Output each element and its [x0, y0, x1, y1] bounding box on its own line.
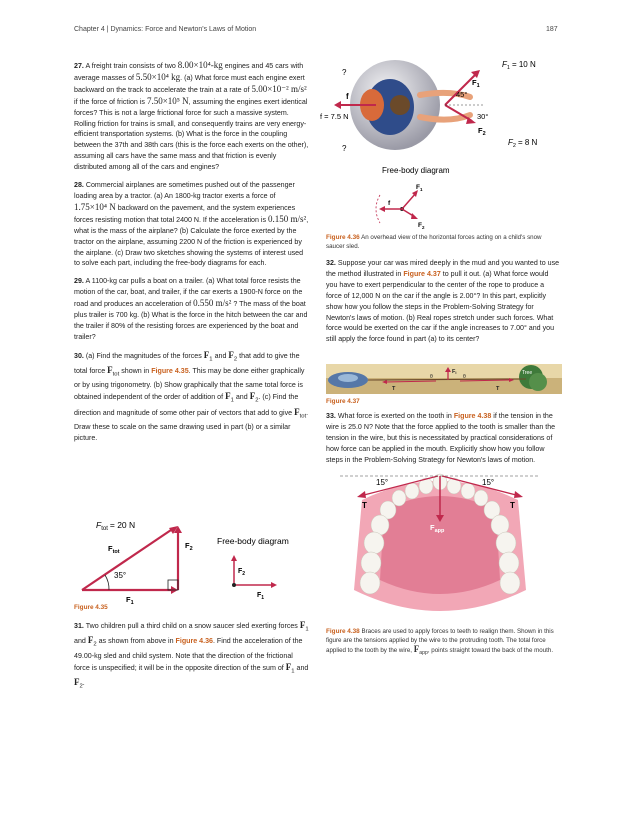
problem-33: 33. What force is exerted on the tooth in Figure 4.38 if the tension in the wire is 25.0 N? Note that the force applied to the tooth is smaller than the tension in the wire, but this is necessitated by practical considerations of how force can be applied in the mouth. Explicitly show how you follow steps in the Problem-Solving Strategy for Newton's laws of motion.	[326, 412, 556, 464]
figure-4-35-label: Figure 4.35	[74, 604, 108, 611]
left-column	[74, 60, 309, 451]
problem-27: 27. A freight train consists of two 8.00×10⁴-kg engines and 45 cars with average masses of 5.50×10⁴ kg. (a) What force must each engine exert backward on the track to accelerate the train at a rate of 5.00×10⁻² m/s² if the force of friction is 7.50×10⁵ N, assuming the engines exert identical forces? This is not a large frictional force for such a massive system. Rolling friction for trains is small, and consequently trains are very energy-efficient transportation systems. (b) What is the force in the coupling between the 37th and 38th cars (this is the force each exerts on the other), assuming all cars have the same mass and that friction is evenly distributed among all of the cars and engines?	[74, 60, 309, 172]
svg-text:T: T	[510, 501, 515, 510]
svg-text:?: ?	[342, 144, 347, 153]
svg-text:Fi: Fi	[452, 369, 457, 375]
svg-text:Ftot= 20 N: $F_{tot} = 20$ N	[96, 520, 136, 532]
svg-text:Free-body diagram: Free-body diagram	[382, 166, 450, 175]
svg-text:F2: $F_2$	[478, 126, 486, 137]
figure-4-38-caption: Figure 4.38 Braces are used to apply forces to teeth to realign them. Shown in this figure are the tensions applied by the wire to the protruding tooth. The total force applied to the tooth by the wire, $F_{app}$, points straight toward the back of the mouth.	[326, 628, 554, 657]
svg-text:Free-body diagram: Free-body diagram	[217, 536, 289, 546]
car	[328, 372, 368, 388]
figure-4-36-caption: Figure 4.36 An overhead view of the horizontal forces acting on a child's snow saucer sled.	[326, 234, 542, 250]
svg-text:F1: $F_1$	[416, 184, 423, 192]
figure-4-38	[340, 470, 540, 620]
chapter-header: Chapter 4 | Dynamics: Force and Newton's Laws of Motion	[74, 26, 257, 33]
problem-30: 30. (a) Find the magnitudes of the forces $F_1$ and $F_2$ that add to give the total force $F_{tot}$ shown in Figure 4.35. This may be done either graphically or by using trigonometry. (b) Show graphically that the same total force is obtained independent of the order of addition of $F_1$ and $F_2$. (c) Find the direction and magnitude of some other pair of vectors that add to give $F_{tot}$. Draw these to scale on the same drawing used in part (b) or a similar picture.	[74, 349, 309, 442]
figure-4-38-link[interactable]: Figure 4.38	[453, 412, 492, 420]
svg-text:F1: $F_1$	[257, 592, 265, 601]
figure-4-36-link[interactable]: Figure 4.36	[175, 637, 213, 646]
right-column	[326, 258, 561, 352]
svg-text:F2: $F_2$	[238, 568, 246, 577]
problem-31: 31. Two children pull a third child on a snow saucer sled exerting forces $F_1$ and $F_2$ as shown from above in Figure 4.36. Find the acceleration of the 49.00-kg sled and child system. Note that the direction of the frictional force is unspecified; it will be in the opposite direction of the sum of $F_1$ and $F_2$.	[74, 620, 309, 690]
svg-text:Ftot: $F_{tot}$	[108, 544, 120, 555]
svg-text:T: T	[496, 386, 500, 392]
svg-text:f: f	[346, 92, 349, 101]
left-column-bottom	[74, 620, 309, 699]
figure-4-36	[320, 55, 560, 235]
svg-text:35°: 35°	[114, 571, 127, 580]
svg-text:F1: $F_1$	[472, 78, 480, 89]
svg-text:F1= 10 N: $F_1 = 10$ N	[502, 60, 536, 71]
svg-text:F2: $F_2$	[418, 222, 425, 230]
figure-4-37-link[interactable]: Figure 4.37	[403, 269, 441, 278]
svg-text:T: T	[392, 386, 396, 392]
page-number: 187	[546, 26, 558, 33]
svg-text:θ: θ	[463, 374, 466, 380]
right-column-2	[326, 411, 561, 473]
svg-text:F2: $F_2$	[185, 541, 193, 552]
svg-text:Fapp: $F_{app}$	[430, 523, 445, 534]
svg-text:?: ?	[342, 68, 347, 77]
problem-29: 29. A 1100-kg car pulls a boat on a trailer. (a) What total force resists the motion of the car, boat, and trailer, if the car exerts a 1900-N force on the road and produces an acceleration of 0.550 m/s² ? The mass of the boat plus trailer is 700 kg. (b) What is the force in the hitch between the car and the trailer if 80% of the resisting forces are experienced by the boat and trailer?	[74, 277, 308, 341]
svg-text:45°: 45°	[456, 90, 468, 99]
svg-text:f: f	[388, 200, 391, 207]
figure-4-37-label: Figure 4.37	[326, 398, 360, 405]
problem-28: 28. Commercial airplanes are sometimes pushed out of the passenger loading area by a tractor. (a) An 1800-kg tractor exerts a force of 1.75×10⁴ N backward on the pavement, and the system experiences forces resisting motion that total 2400 N. If the acceleration is 0.150 m/s², what is the mass of the airplane? (b) Calculate the force exerted by the tractor on the airplane, assuming 2200 N of the friction is experienced by the airplane. (c) Draw two sketches showing the systems of interest used to solve each part, including the free-body diagrams for each.	[74, 181, 309, 268]
figure-4-35	[74, 518, 314, 616]
figure-4-35-link[interactable]: Figure 4.35	[151, 367, 189, 376]
problem-32: 32. Suppose your car was mired deeply in the mud and you wanted to use the method illustrated in Figure 4.37 to pull it out. (a) What force would you have to exert perpendicular to the center of the rope to produce a force of 12,000 N on the car if the angle is 2.00°? In this part, explicitly show how you follow the steps in the Problem-Solving Strategy for Newton's laws of motion. (b) Real ropes stretch under such forces. What force would be exerted on the car if the angle increases to 7.00° and you still apply the force found in part (a) to its center?	[326, 259, 560, 344]
svg-text:F1: $F_1$	[126, 595, 134, 606]
svg-text:Tree: Tree	[522, 370, 533, 376]
svg-text:F2= 8 N: $F_2 = 8$ N	[508, 138, 538, 149]
svg-text:30°: 30°	[477, 112, 489, 121]
svg-text:θ: θ	[430, 374, 433, 380]
svg-text:15°: 15°	[376, 478, 389, 487]
svg-text:T: T	[362, 501, 367, 510]
svg-text:15°: 15°	[482, 478, 495, 487]
free-body-diagram-4-36	[376, 184, 425, 230]
svg-text:f = 7.5 N: f = 7.5 N	[320, 112, 349, 121]
figure-4-37	[326, 364, 562, 394]
